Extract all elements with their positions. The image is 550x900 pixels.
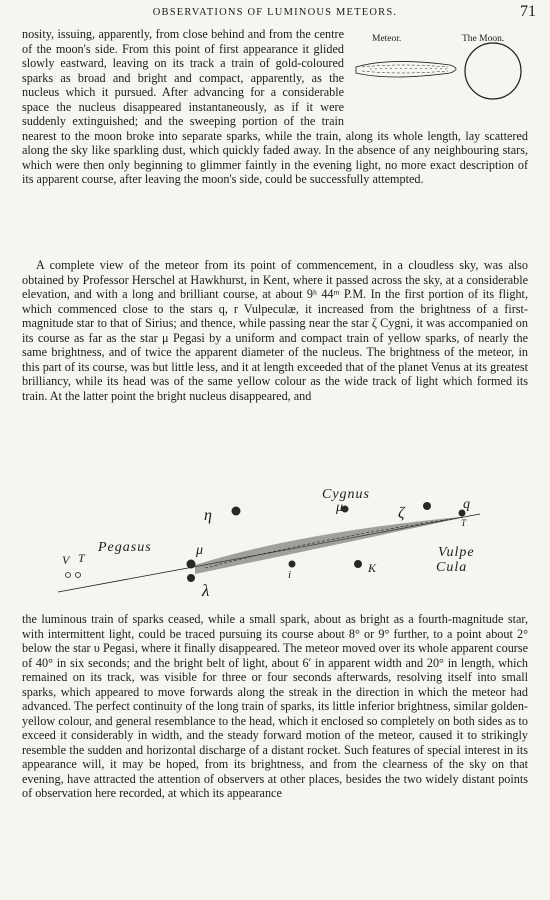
page-number: 71	[520, 3, 536, 20]
star-k	[354, 560, 362, 568]
star-i	[289, 561, 296, 568]
label-zeta: ζ	[398, 505, 405, 522]
label-pegasus: Pegasus	[98, 540, 152, 555]
label-vulpe: Vulpe	[438, 545, 475, 560]
paragraph-3-text: the luminous train of sparks ceased, while a small spark, about as bright as a fourth-magnitude star, with intermittent light, could be traced pursuing its course about 8° or 9° further, to a point about 2° below the star υ Pegasi, where it finally disappeared. The meteor moved over its whole apparent course of 40° in six seconds; and the bright belt of light, about 6′ in apparent width and 20° in length, which remained on its track, was visible for three or four seconds afterwards, resolving itself into small sparks, which appeared to move forwards along the streak in the direction in which the meteor had advanced. The perfect continuity of the long train of sparks, its little inferior brightness, similar golden-yellow colour, and general resemblance to the head, which it enclosed so completely on both sides as to exceed it considerably in width, and the steady forward motion of the meteor, caused it to strikingly resemble the sudden and horizontal discharge of a distant rocket. Such features of special interest in its appearance will, it may be hoped, from its brightness, and from the clearness of the sky on that evening, have attracted the attention of observers at other places, besides the two widely distant points of observation here recorded, at which its appearance	[22, 612, 528, 800]
star-zeta-neighbor	[423, 502, 431, 510]
moon-label: The Moon.	[462, 34, 505, 44]
label-i: i	[288, 569, 292, 581]
star-v-2	[76, 573, 81, 578]
label-t: T	[78, 551, 85, 565]
label-mu-cygnus: μ	[336, 500, 344, 515]
star-eta	[232, 507, 241, 516]
label-lambda: λ	[202, 581, 210, 600]
label-eta: η	[204, 507, 212, 524]
star-chart-figure	[0, 482, 550, 607]
label-k: K	[368, 561, 377, 575]
label-cula: Cula	[436, 560, 468, 575]
star-lambda	[187, 574, 195, 582]
label-t-vulpecula: T	[461, 518, 467, 528]
meteor-train-streak	[195, 516, 470, 574]
paragraph-1-text: nosity, issuing, apparently, from close behind and from the centre of the moon's side. From this point of first appearance it glided slowly eastward, leaving on its track a train of gold-coloured sparks as broad and bright and compact, apparently, as the nucleus which it pursued. After advancing for a considerable space the nucleus disappeared instantaneously, as if it were suddenly extinguished; and the sweeping portion of the train nearest to the moon broke into separate sparks, while the train, along its whole length, lay scattered along the sky like sparkling dust, which quickly faded away. In the absence of any neighbouring stars, which were then only beginning to glimmer faintly in the evening light, no more exact description of its apparent course, after leaving the moon's side, could be successfully attempted.	[22, 27, 528, 186]
paragraph-1	[22, 27, 528, 187]
meteor-moon-figure	[350, 27, 528, 127]
star-v-1	[66, 573, 71, 578]
star-mu	[187, 560, 196, 569]
running-title: OBSERVATIONS OF LUMINOUS METEORS.	[152, 7, 398, 18]
label-q: q	[463, 497, 470, 512]
page-header	[0, 3, 550, 23]
paragraph-3	[22, 612, 528, 801]
paragraph-2-text: A complete view of the meteor from its point of commencement, in a cloudless sky, was also obtained by Professor Herschel at Hawkhurst, in Kent, where it passed across the sky, at a considerable elevation, and with a long and brilliant course, at about 9ʰ 44ᵐ P.M. In the first portion of its flight, which commenced close to the stars q, r Vulpeculæ, it increased from the brightness of a first-magnitude star to that of Sirius; and thence, while passing near the star ζ Cygni, it was accompanied on its course as far as the star μ Pegasi by a uniform and compact train of yellow sparks, of nearly the same brightness, and of twice the apparent diameter of the nucleus. The brightness of the meteor, in this part of its course, was but little less, and it at length exceeded that of the planet Venus at its greatest brilliancy, while its head was of the same yellow colour as the wide track of light which formed its train. At the latter point the bright nucleus disappeared, and	[22, 258, 528, 403]
moon-circle	[465, 43, 521, 99]
meteor-train	[356, 61, 456, 77]
label-v: V	[62, 553, 70, 567]
label-mu-pegasi: μ	[196, 543, 204, 558]
label-cygnus: Cygnus	[322, 487, 370, 502]
meteor-label: Meteor.	[372, 34, 402, 44]
paragraph-2	[22, 258, 528, 403]
